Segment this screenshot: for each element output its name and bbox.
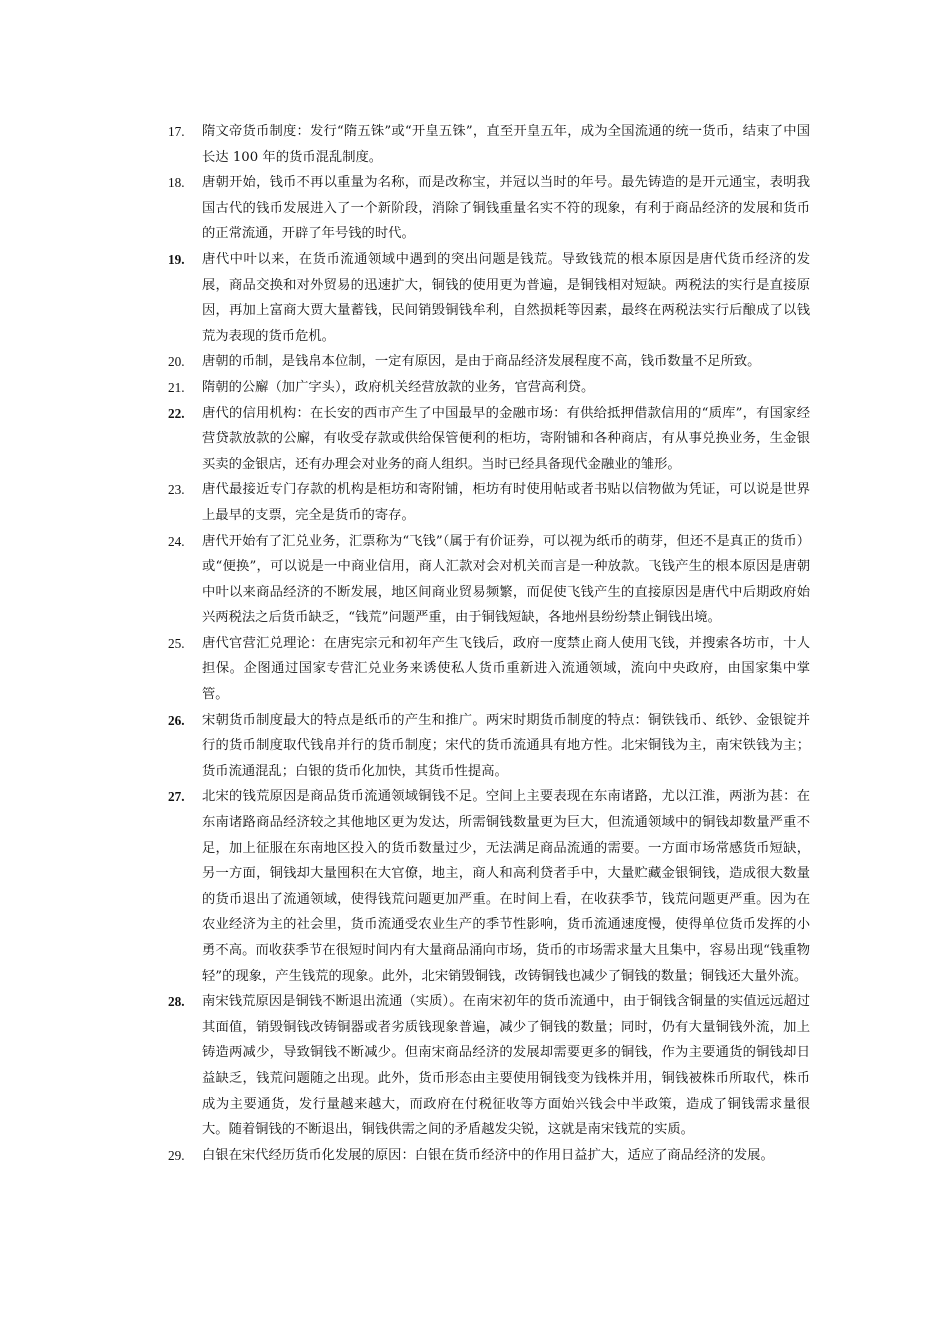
list-item <box>168 119 810 170</box>
item-text: 南宋钱荒原因是铜钱不断退出流通（实质）。在南宋初年的货币流通中，由于铜钱含铜量的实值远远超过其面值，销毁铜钱改铸铜器或者劣质钱现象普遍，减少了铜钱的数量；同时，仍有大量铜钱外流，加上铸造两减少，导致铜钱不断减少。但南宋商品经济的发展却需要更多的铜钱，作为主要通货的铜钱却日益缺乏，钱荒问题随之出现。此外，货币形态由主要使用铜钱变为钱株并用，铜钱被株币所取代，株币成为主要通货，发行量越来越大，而政府在付税征收等方面始兴钱会中半政策，造成了铜钱需求量很大。随着铜钱的不断退出，铜钱供需之间的矛盾越发尖锐，这就是南宋钱荒的实质。 <box>202 994 810 1138</box>
numbered-list <box>168 119 810 1168</box>
item-number: 17. <box>168 124 185 139</box>
item-number: 20. <box>168 354 185 370</box>
list-item <box>168 631 810 708</box>
item-number: 23. <box>168 482 185 498</box>
item-text: 唐朝开始，钱币不再以重量为名称，而是改称宝，并冠以当时的年号。最先铸造的是开元通宝，表明我国古代的钱币发展进入了一个新阶段，消除了铜钱重量名实不符的现象，有利于商品经济的发展和货币的正常流通，开辟了年号钱的时代。 <box>202 175 810 242</box>
item-text: 宋朝货币制度最大的特点是纸币的产生和推广。两宋时期货币制度的特点：铜铁钱币、纸钞、金银锭并行的货币制度取代钱帛并行的货币制度；宋代的货币流通具有地方性。北宋铜钱为主，南宋铁钱为主；货币流通混乱；白银的货币化加快，其货币性提高。 <box>202 712 810 779</box>
item-number: 22. <box>168 405 185 421</box>
list-item <box>168 529 810 631</box>
list-item <box>168 708 810 785</box>
list-item <box>168 784 810 989</box>
item-number: 19. <box>168 251 185 267</box>
item-text: 唐代开始有了汇兑业务，汇票称为“飞钱”（属于有价证券，可以视为纸币的萌芽，但还不是真正的货币）或“便换”，可以说是一中商业信用，商人汇款对会对机关而言是一种放款。飞钱产生的根本原因是唐朝中叶以来商品经济的不断发展，地区间商业贸易频繁，而促使飞钱产生的直接原因是唐代中后期政府始兴两税法之后货币缺乏，“钱荒”问题严重，由于铜钱短缺，各地州县纷纷禁止铜钱出境。 <box>202 533 810 626</box>
item-text: 唐代中叶以来，在货币流通领域中遇到的突出问题是钱荒。导致钱荒的根本原因是唐代货币经济的发展，商品交换和对外贸易的迅速扩大，铜钱的使用更为普遍，是铜钱相对短缺。两税法的实行是直接原因，再加上富商大贾大量蓄钱，民间销毁铜钱牟利，自然损耗等因素，最终在两税法实行后酿成了以钱荒为表现的货币危机。 <box>202 251 810 344</box>
list-item <box>168 349 810 375</box>
item-text: 隋朝的公廨（加广字头），政府机关经营放款的业务，官营高利贷。 <box>202 379 595 395</box>
item-text: 白银在宋代经历货币化发展的原因：白银在货币经济中的作用日益扩大，适应了商品经济的发展。 <box>202 1147 774 1163</box>
item-text: 唐朝的币制，是钱帛本位制，一定有原因，是由于商品经济发展程度不高，钱币数量不足所致。 <box>202 354 761 370</box>
item-text: 唐代最接近专门存款的机构是柜坊和寄附铺，柜坊有时使用帖或者书贴以信物做为凭证，可以说是世界上最早的支票，完全是货币的寄存。 <box>202 482 810 523</box>
list-item <box>168 401 810 478</box>
item-number: 18. <box>168 175 185 191</box>
item-text: 北宋的钱荒原因是商品货币流通领域铜钱不足。空间上主要表现在东南诸路，尤以江淮，两浙为甚：在东南诸路商品经济较之其他地区更为发达，所需铜钱数量更为巨大，但流通领域中的铜钱却数量严重不足，加上征服在东南地区投入的货币数量过少，无法满足商品流通的需要。一方面市场常感货币短缺，另一方面，铜钱却大量囤积在大官僚，地主，商人和高利贷者手中，大量贮藏金银铜钱，造成很大数量的货币退出了流通领域，使得钱荒问题更加严重。在时间上看，在收获季节，钱荒问题更严重。因为在农业经济为主的社会里，货币流通受农业生产的季节性影响，货币流通速度慢，使得单位货币发挥的小勇不高。而收获季节在很短时间内有大量商品涌向市场，货币的市场需求量大且集中，容易出现“钱重物轻”的现象，产生钱荒的现象。此外，北宋销毁铜钱，改铸铜钱也减少了铜钱的数量；铜钱还大量外流。 <box>202 789 810 984</box>
list-item <box>168 247 810 349</box>
item-number: 24. <box>168 533 185 549</box>
item-number: 26. <box>168 712 185 728</box>
list-item <box>168 375 810 401</box>
item-text: 隋文帝货币制度：发行“隋五铢”或“开皇五铢”，直至开皇五年，成为全国流通的统一货币，结束了中国长达 100 年的货币混乱制度。 <box>202 124 810 165</box>
item-number: 28. <box>168 994 185 1010</box>
list-item <box>168 1143 810 1169</box>
item-number: 25. <box>168 635 185 651</box>
item-number: 21. <box>168 379 185 395</box>
item-text: 唐代官营汇兑理论：在唐宪宗元和初年产生飞钱后，政府一度禁止商人使用飞钱，并搜索各坊市，十人担保。企图通过国家专营汇兑业务来诱使私人货币重新进入流通领域，流向中央政府，由国家集中掌管。 <box>202 635 810 703</box>
item-number: 27. <box>168 789 185 805</box>
item-text: 唐代的信用机构：在长安的西市产生了中国最早的金融市场：有供给抵押借款信用的“质库”，有国家经营贷款放款的公廨，有收受存款或供给保管便利的柜坊，寄附铺和各种商店，有从事兑换业务，生金银买卖的金银店，还有办理会对业务的商人组织。当时已经具备现代金融业的雏形。 <box>202 405 810 472</box>
list-item <box>168 477 810 528</box>
list-item <box>168 989 810 1143</box>
list-item <box>168 170 810 247</box>
item-number: 29. <box>168 1147 185 1163</box>
